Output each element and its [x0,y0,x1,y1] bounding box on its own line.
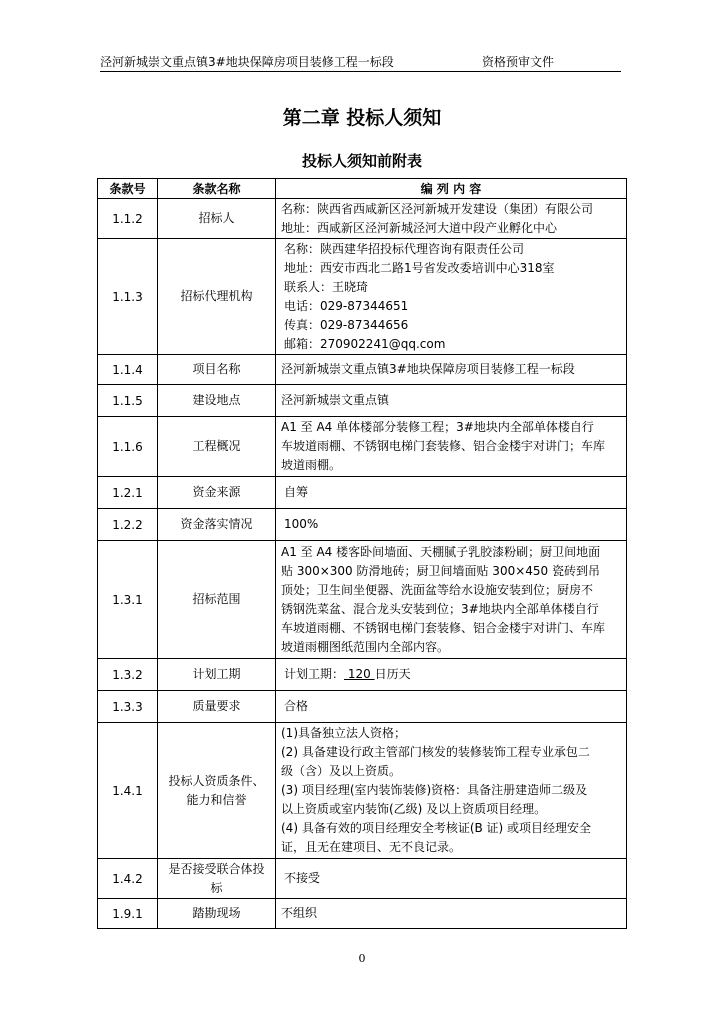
clause-number: 1.4.2 [98,859,158,899]
clause-content: 泾河新城崇文重点镇 [276,385,627,417]
clause-number: 1.1.4 [98,355,158,385]
duration-value: 120 [344,667,375,681]
clause-content: 名称：陕西建华招投标代理咨询有限责任公司 地址：西安市西北二路1号省发改委培训中心318室 联系人：王晓琦 电话：029-87344651 传真：029-87344656 邮箱：270902241@qq.com [276,239,627,355]
clause-content: 自筹 [276,477,627,509]
table-header-row [98,179,627,199]
clause-name: 资金来源 [158,477,276,509]
chapter-title: 第二章 投标人须知 [282,107,442,129]
clause-number: 1.1.3 [98,239,158,355]
table-row [98,239,627,355]
clause-name: 招标范围 [158,541,276,659]
clause-number: 1.1.5 [98,385,158,417]
clause-number: 1.1.2 [98,199,158,239]
clause-content: 名称：陕西省西咸新区泾河新城开发建设（集团）有限公司 地址：西咸新区泾河新城泾河大道中段产业孵化中心 [276,199,627,239]
clause-content: 不组织 [276,899,627,929]
page-header [100,52,621,72]
table-row [98,417,627,477]
header-project-title: 泾河新城崇文重点镇3#地块保障房项目装修工程一标段 [100,55,394,69]
instructions-table [97,178,627,929]
table-row [98,691,627,723]
clause-number: 1.9.1 [98,899,158,929]
clause-name: 资金落实情况 [158,509,276,541]
table-row [98,899,627,929]
clause-number: 1.2.2 [98,509,158,541]
header-document-type: 资格预审文件 [482,55,555,69]
clause-number: 1.4.1 [98,723,158,859]
clause-name: 建设地点 [158,385,276,417]
table-title: 投标人须知前附表 [301,152,422,170]
clause-name: 计划工期 [158,659,276,691]
clause-name: 项目名称 [158,355,276,385]
clause-content: 不接受 [276,859,627,899]
clause-content: A1 至 A4 单体楼部分装修工程；3#地块内全部单体楼自行 车坡道雨棚、不锈钢电梯门套装修、铝合金楼宇对讲门；车库 坡道雨棚。 [276,417,627,477]
clause-number: 1.3.1 [98,541,158,659]
column-header-content: 编 列 内 容 [276,179,627,199]
clause-content: 100% [276,509,627,541]
table-row [98,477,627,509]
clause-content: 计划工期： 120 日历天 [276,659,627,691]
table-row [98,509,627,541]
clause-content: 合格 [276,691,627,723]
table-row [98,199,627,239]
table-row [98,723,627,859]
table-row [98,859,627,899]
clause-name: 质量要求 [158,691,276,723]
column-header-name: 条款名称 [158,179,276,199]
clause-number: 1.2.1 [98,477,158,509]
clause-number: 1.3.3 [98,691,158,723]
clause-name: 招标人 [158,199,276,239]
column-header-num: 条款号 [98,179,158,199]
table-row [98,355,627,385]
table-row [98,659,627,691]
clause-name: 是否接受联合体投 标 [158,859,276,899]
clause-content: A1 至 A4 楼客卧间墙面、天棚腻子乳胶漆粉刷；厨卫间地面 贴 300×300 防滑地砖；厨卫间墙面贴 300×450 瓷砖到吊 顶处；卫生间坐便器、洗面盆等给水设施安装到位；厨房不 锈钢洗菜盆、混合龙头安装到位；3#地块内全部单体楼自行 车坡道雨棚、不锈钢电梯门套装修、铝合金楼宇对讲门、车库 坡道雨棚图纸范围内全部内容。 [276,541,627,659]
clause-name: 踏勘现场 [158,899,276,929]
clause-content: 泾河新城崇文重点镇3#地块保障房项目装修工程一标段 [276,355,627,385]
clause-name: 工程概况 [158,417,276,477]
clause-number: 1.1.6 [98,417,158,477]
page-number: 0 [358,952,366,965]
table-row [98,541,627,659]
clause-content: (1)具备独立法人资格； (2) 具备建设行政主管部门核发的装修装饰工程专业承包二 级（含）及以上资质。 (3) 项目经理(室内装饰装修)资格：具备注册建造师二级及 以上资质或室内装饰(乙级) 及以上资质项目经理。 (4) 具备有效的项目经理安全考核证(B 证) 或项目经理安全 证，且无在建项目、无不良记录。 [276,723,627,859]
table-row [98,385,627,417]
clause-name: 投标人资质条件、 能力和信誉 [158,723,276,859]
clause-name: 招标代理机构 [158,239,276,355]
clause-number: 1.3.2 [98,659,158,691]
